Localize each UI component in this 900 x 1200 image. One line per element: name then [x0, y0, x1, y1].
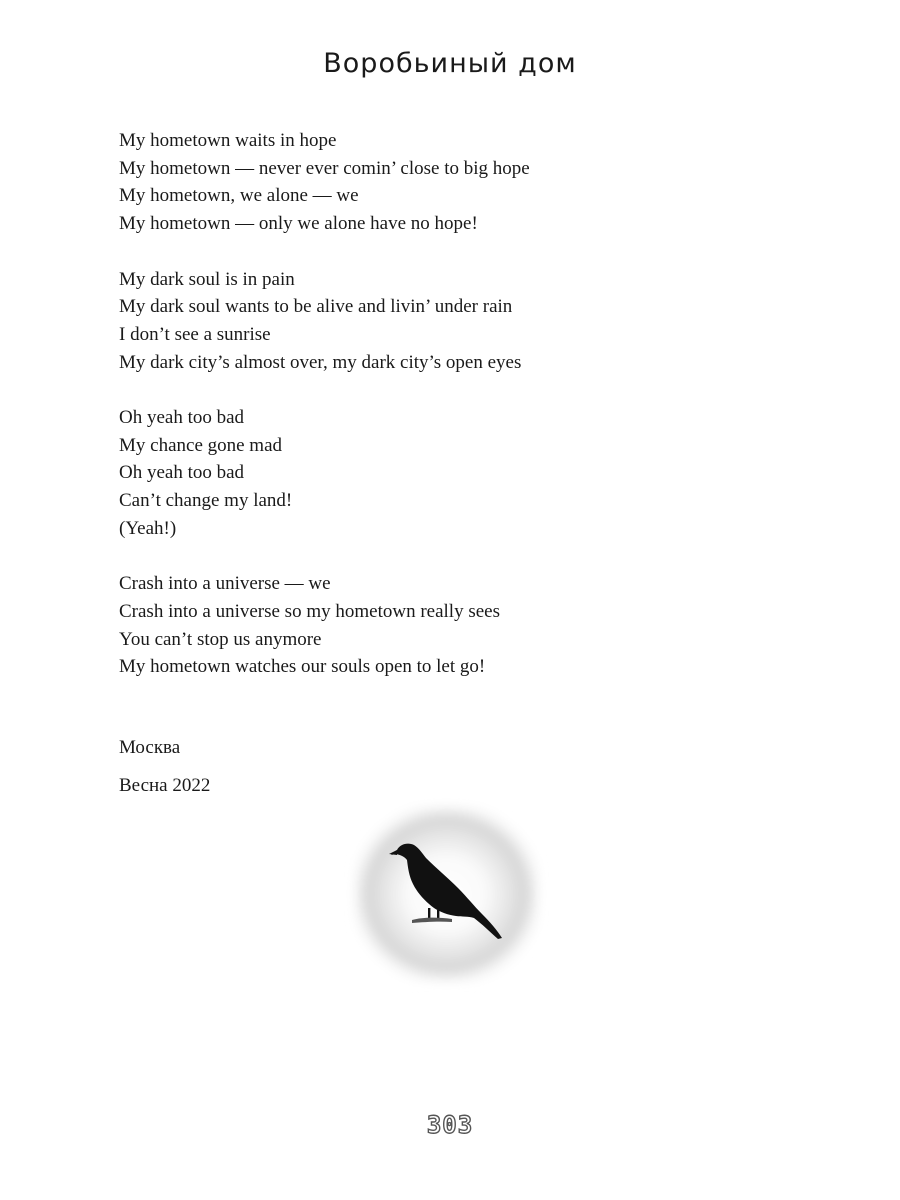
- poem-line: My hometown watches our souls open to let go!: [119, 656, 486, 678]
- poem-line: Crash into a universe — we: [119, 573, 331, 595]
- poem-body: [119, 127, 799, 709]
- signature-city: Москва: [119, 737, 181, 758]
- poem-line: My dark soul is in pain: [119, 268, 295, 290]
- stanza: [119, 266, 799, 377]
- poem-line: Can’t change my land!: [119, 490, 293, 512]
- stanza: [119, 127, 799, 238]
- poem-line: My dark city’s almost over, my dark city’s open eyes: [119, 351, 522, 373]
- page-title: Воробьиный дом: [323, 48, 577, 79]
- stanza: [119, 404, 799, 543]
- poem-line: You can’t stop us anymore: [119, 628, 322, 650]
- page-number: 303: [426, 1111, 474, 1139]
- poem-line: (Yeah!): [119, 517, 177, 539]
- poem-line: My dark soul wants to be alive and livin’ under rain: [119, 296, 513, 318]
- poem-line: My hometown — only we alone have no hope!: [119, 213, 478, 235]
- poem-line: My hometown, we alone — we: [119, 185, 359, 207]
- poem-line: Oh yeah too bad: [119, 462, 245, 484]
- poem-line: My hometown — never ever comin’ close to big hope: [119, 157, 530, 179]
- sparrow-illustration: [344, 798, 549, 993]
- signature-date: Весна 2022: [119, 775, 211, 796]
- poem-line: My hometown waits in hope: [119, 130, 337, 151]
- poem-line: Oh yeah too bad: [119, 407, 245, 428]
- poem-line: I don’t see a sunrise: [119, 323, 271, 345]
- stanza: [119, 570, 799, 681]
- poem-line: Crash into a universe so my hometown really sees: [119, 600, 500, 622]
- poem-line: My chance gone mad: [119, 434, 283, 456]
